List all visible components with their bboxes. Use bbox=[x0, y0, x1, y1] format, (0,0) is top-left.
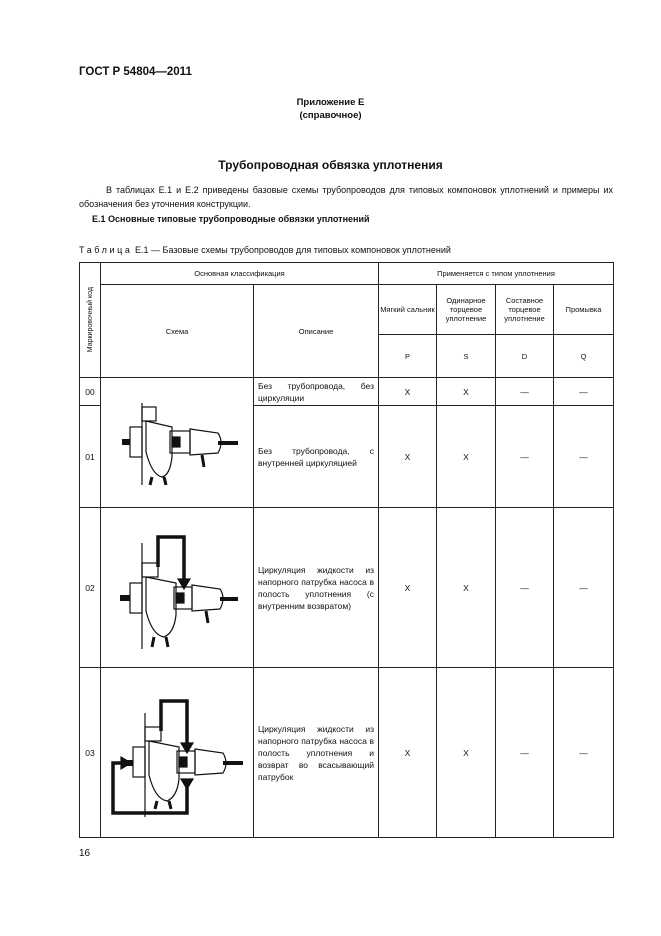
caption-text: — Базовые схемы трубопроводов для типовых компоновок уплотнений bbox=[151, 245, 451, 255]
pump-scheme-diagram bbox=[112, 397, 242, 489]
table-row bbox=[80, 668, 614, 838]
seal-d-mark: — bbox=[496, 508, 554, 668]
seal-piping-table bbox=[79, 262, 614, 838]
row-description: Циркуляция жидкости из напорного патрубка насоса в полость уплотнения (с внутренним возвратом) bbox=[254, 508, 379, 668]
seal-type-letter: P bbox=[379, 335, 437, 378]
seal-s-mark: X bbox=[437, 406, 496, 508]
row-description: Без трубопровода, без циркуляции bbox=[254, 378, 379, 406]
seal-type-name: Промывка bbox=[554, 285, 614, 335]
caption-number: Е.1 bbox=[135, 245, 149, 255]
pump-scheme-diagram bbox=[112, 523, 242, 653]
intro-paragraph: В таблицах Е.1 и Е.2 приведены базовые схемы трубопроводов для типовых компоновок уплотнений и примеры их обозначения без уточнения конструкции. bbox=[79, 185, 613, 209]
seal-p-mark: X bbox=[379, 508, 437, 668]
table-row bbox=[80, 508, 614, 668]
annex-title: Приложение Е bbox=[296, 97, 365, 108]
subsection-heading: Е.1 Основные типовые трубопроводные обвязки уплотнений bbox=[92, 214, 370, 224]
seal-p-mark: X bbox=[379, 406, 437, 508]
caption-prefix: Таблица bbox=[79, 245, 133, 255]
row-code: 02 bbox=[80, 508, 101, 668]
seal-p-mark: X bbox=[379, 668, 437, 838]
scheme-header: Схема bbox=[101, 285, 254, 378]
seal-type-name: Составное торцевое уплотнение bbox=[496, 285, 554, 335]
scheme-cell bbox=[101, 508, 254, 668]
seal-type-letter: S bbox=[437, 335, 496, 378]
seal-type-name: Мягкий сальник bbox=[379, 285, 437, 335]
seal-q-mark: — bbox=[554, 378, 614, 406]
table-row bbox=[80, 378, 614, 406]
seal-d-mark: — bbox=[496, 378, 554, 406]
seal-type-letter: Q bbox=[554, 335, 614, 378]
row-description: Циркуляция жидкости из напорного патрубка насоса в полость уплотнения и возврат во всасывающий патрубок bbox=[254, 668, 379, 838]
row-code: 03 bbox=[80, 668, 101, 838]
seal-type-letter: D bbox=[496, 335, 554, 378]
standard-designation: ГОСТ Р 54804—2011 bbox=[79, 66, 192, 78]
seal-q-mark: — bbox=[554, 508, 614, 668]
main-class-header: Основная классификация bbox=[101, 263, 379, 285]
seal-s-mark: X bbox=[437, 378, 496, 406]
seal-s-mark: X bbox=[437, 508, 496, 668]
seal-q-mark: — bbox=[554, 668, 614, 838]
seal-type-name: Одинарное торцевое уплотнение bbox=[437, 285, 496, 335]
row-code: 00 bbox=[80, 378, 101, 406]
scheme-cell bbox=[101, 378, 254, 508]
description-header: Описание bbox=[254, 285, 379, 378]
scheme-cell bbox=[101, 668, 254, 838]
seal-s-mark: X bbox=[437, 668, 496, 838]
seal-p-mark: X bbox=[379, 378, 437, 406]
row-description: Без трубопровода, с внутренней циркуляцией bbox=[254, 406, 379, 508]
page-number: 16 bbox=[79, 848, 91, 859]
code-header bbox=[80, 263, 101, 378]
table-caption bbox=[79, 245, 451, 255]
code-header-label: Маркировочный код bbox=[86, 287, 94, 353]
seal-type-header: Применяется с типом уплотнения bbox=[379, 263, 614, 285]
row-code: 01 bbox=[80, 406, 101, 508]
annex-kind: (справочное) bbox=[299, 110, 362, 121]
pump-scheme-diagram bbox=[107, 683, 247, 823]
seal-d-mark: — bbox=[496, 406, 554, 508]
seal-d-mark: — bbox=[496, 668, 554, 838]
section-title: Трубопроводная обвязка уплотнения bbox=[218, 158, 443, 172]
seal-q-mark: — bbox=[554, 406, 614, 508]
